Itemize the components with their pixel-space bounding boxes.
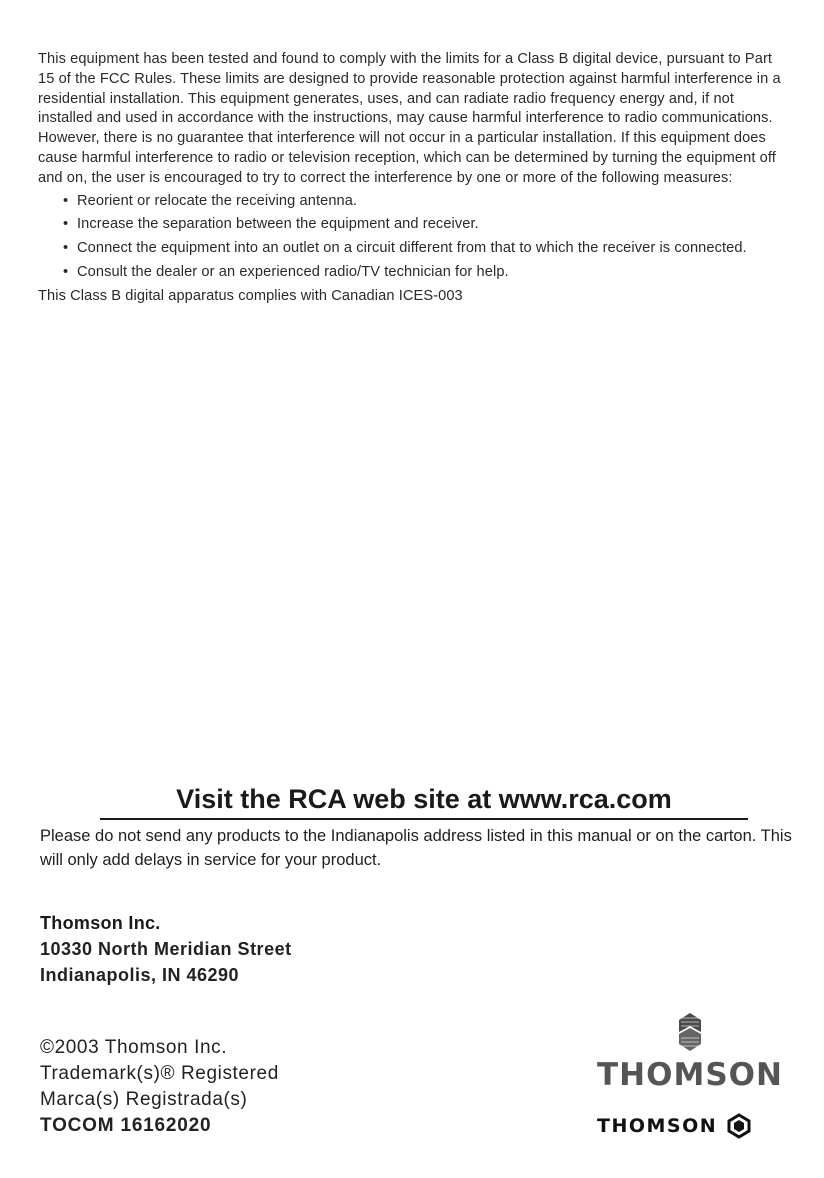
street-address: 10330 North Meridian Street [40,939,292,959]
copyright: ©2003 Thomson Inc. [40,1037,228,1058]
list-item: • Consult the dealer or an experienced radio/TV technician for help. [63,263,790,283]
city-state-zip: Indianapolis, IN 46290 [40,965,240,985]
thomson-logo-large [590,1012,790,1094]
company-name: Thomson Inc. [40,913,161,933]
thomson-wordmark-large: THOMSON [597,1057,783,1093]
marca-notice: Marca(s) Registrada(s) [40,1089,248,1110]
thomson-emblem-icon [671,1012,709,1052]
list-item: • Connect the equipment into an outlet on a circuit different from that to which the receiver is connected. [63,239,790,259]
bullet: • [63,216,69,233]
list-item: • Reorient or relocate the receiving antenna. [63,192,790,212]
thomson-logo-small [597,1112,752,1142]
bullet: • [63,263,69,280]
bullet: • [63,192,69,209]
trademark-notice: Trademark(s)® Registered [40,1063,279,1084]
thomson-wordmark-small: THOMSON [597,1115,718,1137]
list-item: • Increase the separation between the equipment and receiver. [63,215,790,235]
fcc-statement [38,50,790,307]
bullet: • [63,240,69,257]
thomson-emblem-small-icon [726,1113,752,1139]
fcc-paragraph: This equipment has been tested and found to comply with the limits for a Class B digital device, pursuant to Part 15 of the FCC Rules. These limits are designed to provide reasonable protection against harmful interference in a residential installation. This equipment generates, uses, and can radiate radio frequency energy and, if not installed and used in accordance with the instructions, may cause harmful interference to radio communications. However, there is no guarantee that interference will not occur in a particular installation. If this equipment does cause harmful interference to radio or television reception, which can be determined by turning the equipment off and on, the user is encouraged to try to correct the interference by one or more of the following measures: [38,51,781,186]
canada-compliance: This Class B digital apparatus complies with Canadian ICES-003 [38,287,463,304]
shipping-notice: Please do not send any products to the Indianapolis address listed in this manual or on the carton. This will only add delays in service for your product. [40,827,792,869]
company-address [40,910,292,988]
tocom-number: TOCOM 16162020 [40,1115,212,1136]
visit-website-heading: Visit the RCA web site at www.rca.com [100,782,748,820]
legal-block [40,1035,279,1139]
measures-list [38,192,790,283]
